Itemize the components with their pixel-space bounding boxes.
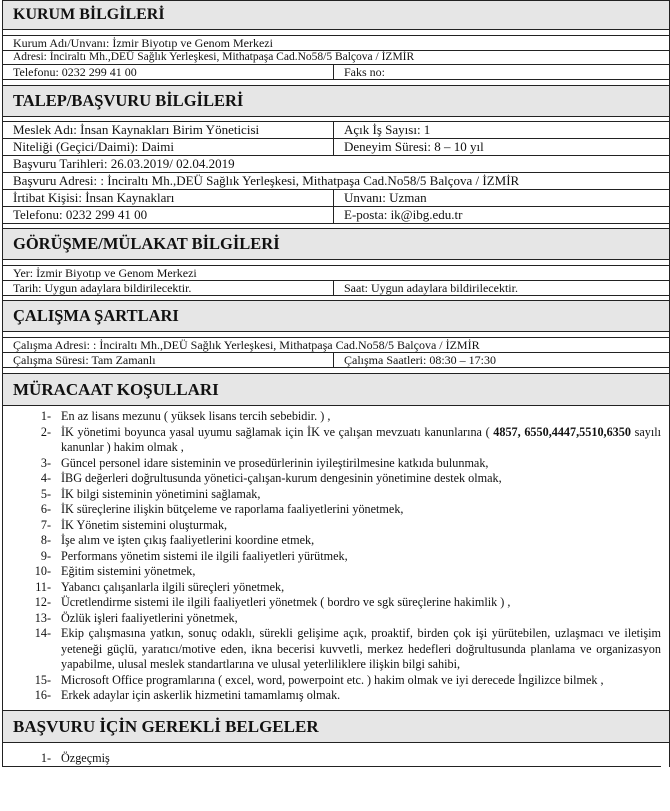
item-text: Microsoft Office programlarına ( excel, word, powerpoint etc. ) hakim olmak ve iyi derecede İngilizce bilmek ,	[61, 672, 604, 687]
kurum-row-telefon	[3, 65, 669, 80]
item-number: 2-	[40, 424, 51, 439]
section-title-talep: TALEP/BAŞVURU BİLGİLERİ	[3, 85, 669, 117]
item-text: Güncel personel idare sisteminin ve prosedürlerinin iyileştirilmesine katkıda bulunmak,	[61, 455, 489, 470]
law-numbers: 4857, 6550,4447,5510,6350	[493, 424, 631, 439]
item-number: 15-	[34, 672, 51, 687]
talep-acik-is: Açık İş Sayısı: 1	[344, 122, 431, 137]
list-item	[3, 518, 661, 534]
list-item	[3, 456, 661, 472]
kurum-row-adi	[3, 35, 669, 51]
talep-unvan: Unvanı: Uzman	[344, 190, 427, 205]
list-item	[3, 549, 661, 565]
calisma-suresi: Çalışma Süresi: Tam Zamanlı	[3, 353, 334, 367]
kurum-telefon: Telefonu: 0232 299 41 00	[3, 65, 334, 79]
gorusme-row-yer	[3, 265, 669, 281]
item-text: İBG değerleri doğrultusunda yönetici-çalışan-kurum dengesinin yönetimine destek olmak,	[61, 471, 502, 485]
list-item	[3, 564, 661, 580]
gorusme-tarih: Tarih: Uygun adaylara bildirilecektir.	[3, 281, 334, 295]
item-number: 1-	[40, 409, 51, 423]
list-item	[3, 611, 661, 627]
list-item	[3, 425, 661, 456]
section-title-calisma: ÇALIŞMA ŞARTLARI	[3, 300, 669, 332]
list-item	[3, 580, 661, 596]
section-title-kurum: KURUM BİLGİLERİ	[3, 0, 669, 30]
item-number: 12-	[34, 595, 51, 609]
job-posting-form	[2, 0, 670, 767]
item-text: Özgeçmiş	[61, 750, 110, 765]
calisma-saatleri: Çalışma Saatleri: 08:30 – 17:30	[344, 353, 496, 367]
talep-eposta: E-posta: ik@ibg.edu.tr	[344, 207, 463, 222]
item-number: 8-	[40, 533, 51, 547]
item-number: 4-	[40, 471, 51, 485]
item-text-part: İK yönetimi boyunca yasal uyumu sağlamak için İK ve çalışan mevzuatı kanunlarına (	[61, 424, 494, 439]
item-number: 9-	[40, 548, 51, 563]
item-text: İK Yönetim sistemini oluşturmak,	[61, 517, 228, 532]
talep-telefon: Telefonu: 0232 299 41 00	[3, 207, 334, 223]
item-number: 16-	[34, 688, 51, 702]
kurum-row-adres	[3, 51, 669, 65]
list-item	[3, 688, 661, 704]
list-item	[3, 673, 661, 689]
talep-meslek: Meslek Adı: İnsan Kaynakları Birim Yöneticisi	[3, 122, 334, 138]
item-number: 3-	[40, 455, 51, 470]
item-text: Yabancı çalışanlarla ilgili süreçleri yönetmek,	[61, 579, 285, 594]
item-number: 7-	[40, 517, 51, 532]
gorusme-yer: Yer: İzmir Biyotıp ve Genom Merkezi	[13, 266, 197, 280]
kurum-adres: Adresi: İnciraltı Mh.,DEÜ Sağlık Yerleşkesi, Mithatpaşa Cad.No58/5 Balçova / İZMİR	[13, 51, 415, 63]
item-text: Performans yönetim sistemi ile ilgili faaliyetleri yürütmek,	[61, 548, 348, 563]
list-item	[3, 487, 661, 503]
talep-row-nitelik	[3, 139, 669, 156]
calisma-row-adres	[3, 337, 669, 353]
talep-row-irtibat	[3, 190, 669, 207]
section-title-belgeler: BAŞVURU İÇİN GEREKLİ BELGELER	[3, 710, 669, 743]
item-number: 14-	[34, 626, 51, 640]
item-text: Eğitim sistemini yönetmek,	[61, 564, 196, 578]
item-number: 10-	[34, 564, 51, 578]
talep-row-adres	[3, 173, 669, 190]
list-item	[3, 751, 661, 768]
talep-row-telefon	[3, 207, 669, 224]
list-item	[3, 471, 661, 487]
list-item	[3, 502, 661, 518]
list-item	[3, 626, 661, 673]
talep-niteligi: Niteliği (Geçici/Daimi): Daimi	[3, 139, 334, 155]
list-item	[3, 533, 661, 549]
calisma-adres: Çalışma Adresi: : İnciraltı Mh.,DEÜ Sağlık Yerleşkesi, Mithatpaşa Cad.No58/5 Balçova / İZMİR	[13, 338, 480, 352]
item-number: 6-	[40, 502, 51, 516]
item-number: 13-	[34, 610, 51, 625]
item-number: 5-	[40, 486, 51, 501]
item-text: İK bilgi sisteminin yönetimini sağlamak,	[61, 486, 261, 501]
calisma-row-sure	[3, 353, 669, 368]
gorusme-saat: Saat: Uygun adaylara bildirilecektir.	[344, 281, 518, 295]
item-text: Ekip çalışmasına yatkın, sonuç odaklı, sürekli gelişime açık, proaktif, birden çok işi yürütebilen, uzlaşmacı ve iletişim yeteneği güçlü, yaratıcı/motive eden, ikna becerisi kuvvetli, merkez hedefleri doğrultusunda planlama ve organizasyon yapabilme, ulusal meslek standartlarına ve ulusal yeterliliklere ilişkin bilgi sahibi,	[61, 626, 661, 671]
kurum-adi: Kurum Adı/Unvanı: İzmir Biyotıp ve Genom Merkezi	[13, 36, 273, 50]
list-item	[3, 409, 661, 425]
talep-row-meslek	[3, 121, 669, 139]
belgeler-list	[3, 743, 669, 768]
talep-tarihler: Başvuru Tarihleri: 26.03.2019/ 02.04.2019	[13, 156, 235, 171]
talep-row-tarihler	[3, 156, 669, 173]
talep-adres: Başvuru Adresi: : İnciraltı Mh.,DEÜ Sağlık Yerleşkesi, Mithatpaşa Cad.No58/5 Balçova / İZMİR	[13, 173, 520, 188]
item-text: Erkek adaylar için askerlik hizmetini tamamlamış olmak.	[61, 688, 341, 702]
talep-irtibat: İrtibat Kişisi: İnsan Kaynakları	[3, 190, 334, 206]
item-text: Ücretlendirme sistemi ile ilgili faaliyetleri yönetmek ( bordro ve sgk süreçlerine hakimlik ) ,	[61, 595, 511, 609]
kurum-faks: Faks no:	[344, 65, 386, 79]
item-text: İşe alım ve işten çıkış faaliyetlerini koordine etmek,	[61, 533, 315, 547]
item-text: İK süreçlerine ilişkin bütçeleme ve raporlama faaliyetlerini yönetmek,	[61, 502, 404, 516]
list-item	[3, 595, 661, 611]
item-text: En az lisans mezunu ( yüksek lisans tercih sebebidir. ) ,	[61, 409, 331, 423]
item-text: Özlük işleri faaliyetlerini yönetmek,	[61, 610, 238, 625]
item-text	[61, 425, 661, 456]
item-number: 1-	[40, 750, 51, 765]
section-title-gorusme: GÖRÜŞME/MÜLAKAT BİLGİLERİ	[3, 228, 669, 260]
muracaat-list	[3, 406, 669, 704]
talep-deneyim: Deneyim Süresi: 8 – 10 yıl	[344, 139, 484, 154]
item-text-part: sayılı kanunlar ) hakim olmak ,	[61, 424, 661, 454]
section-title-muracaat: MÜRACAAT KOŞULLARI	[3, 373, 669, 406]
gorusme-row-tarih	[3, 281, 669, 296]
item-number: 11-	[35, 579, 51, 594]
